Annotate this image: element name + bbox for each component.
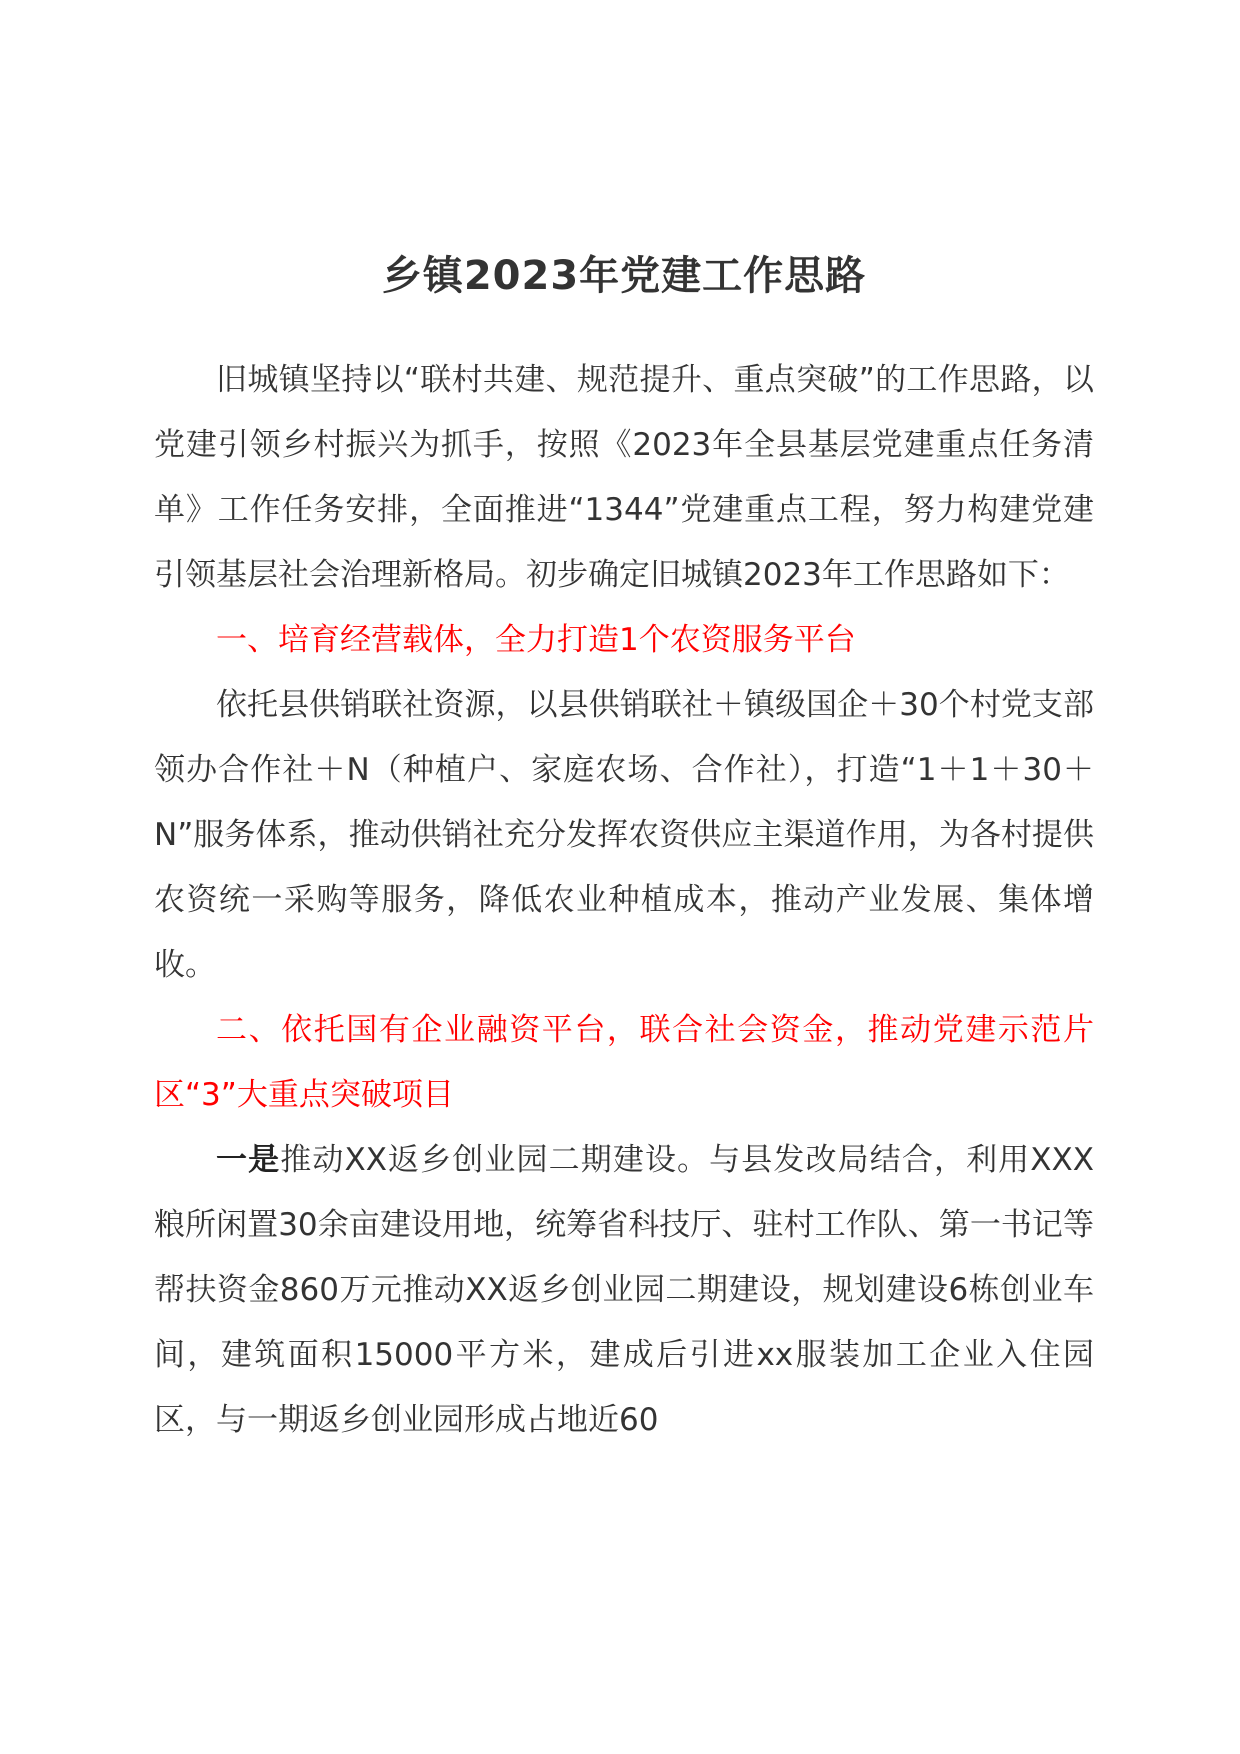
item-1-lead: 一是 [216, 1142, 281, 1178]
section-1-heading: 一、培育经营载体，全力打造1个农资服务平台 [216, 622, 856, 658]
document-body [154, 348, 1094, 1453]
item-1-body: 推动XX返乡创业园二期建设。与县发改局结合，利用XXX粮所闲置30余亩建设用地，统筹省科技厅、驻村工作队、第一书记等帮扶资金860万元推动XX返乡创业园二期建设，规划建设6栋创业车间，建筑面积15000平方米，建成后引进xx服装加工企业入住园区，与一期返乡创业园形成占地近60 [154, 1142, 1095, 1438]
section-2-item-1-paragraph [154, 1128, 1094, 1453]
section-1-paragraph: 依托县供销联社资源，以县供销联社＋镇级国企＋30个村党支部领办合作社＋N（种植户、家庭农场、合作社），打造“1＋1＋30＋N”服务体系，推动供销社充分发挥农资供应主渠道作用，为各村提供农资统一采购等服务，降低农业种植成本，推动产业发展、集体增收。 [154, 687, 1094, 983]
document-title: 乡镇2023年党建工作思路 [381, 253, 867, 299]
document-page [154, 248, 1094, 1453]
section-2-heading: 二、依托国有企业融资平台，联合社会资金，推动党建示范片区“3”大重点突破项目 [154, 1012, 1094, 1113]
intro-paragraph: 旧城镇坚持以“联村共建、规范提升、重点突破”的工作思路，以党建引领乡村振兴为抓手，按照《2023年全县基层党建重点任务清单》工作任务安排，全面推进“1344”党建重点工程，努力构建党建引领基层社会治理新格局。初步确定旧城镇2023年工作思路如下： [154, 362, 1094, 593]
